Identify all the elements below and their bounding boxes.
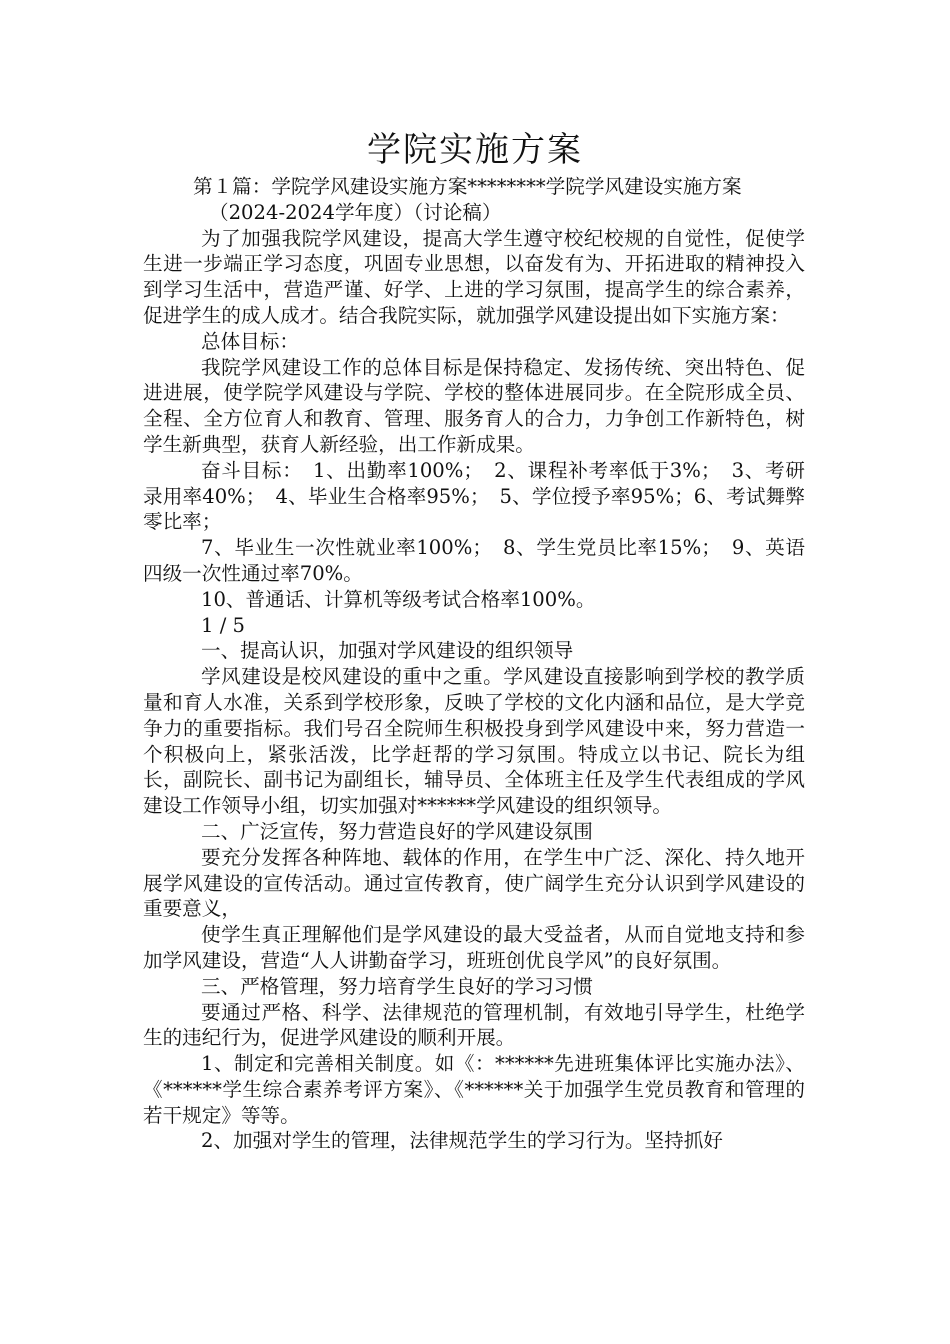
- paragraph-item-2: 2、加强对学生的管理，法律规范学生的学习行为。坚持抓好: [201, 1129, 723, 1153]
- section-heading-2: 二、广泛宣传，努力营造良好的学风建设氛围: [201, 819, 593, 843]
- paragraph-chapter-heading: 第１篇：学院学风建设实施方案********学院学风建设实施方案: [193, 175, 742, 198]
- paragraph-intro: 为了加强我院学风建设，提高大学生遵守校纪校规的自觉性，促使学生进一步端正学习态度，巩固专业思想，以奋发有为、开拓进取的精神投入到学习生活中，营造严谨、好学、上进的学习氛围，提高学生的综合素养，促进学生的成人成才。结合我院实际，就加强学风建设提出如下实施方案：: [143, 226, 805, 327]
- section-heading-3: 三、严格管理，努力培育学生良好的学习习惯: [201, 974, 593, 998]
- paragraph-overall-goal: 我院学风建设工作的总体目标是保持稳定、发扬传统、突出特色、促进进展，使学院学风建设与学院、学校的整体进展同步。在全院形成全员、全程、全方位育人和教育、管理、服务育人的合力，力争创工作新特色，树学生新典型，获育人新经验，出工作新成果。: [143, 355, 805, 456]
- paragraph-section-2a: 要充分发挥各种阵地、载体的作用，在学生中广泛、深化、持久地开展学风建设的宣传活动。通过宣传教育，使广阔学生充分认识到学风建设的重要意义，: [143, 845, 805, 921]
- paragraph-section-1: 学风建设是校风建设的重中之重。学风建设直接影响到学校的教学质量和育人水准，关系到学校形象，反映了学校的文化内涵和品位，是大学竞争力的重要指标。我们号召全院师生积极投身到学风建设中来，努力营造一个积极向上，紧张活泼，比学赶帮的学习氛围。特成立以书记、院长为组长，副院长、副书记为副组长，辅导员、全体班主任及学生代表组成的学风建设工作领导小组，切实加强对******学风建设的组织领导。: [143, 665, 805, 818]
- paragraph-targets-1: 奋斗目标： 1、出勤率100%； 2、课程补考率低于3%； 3、考研录用率40%； 4、毕业生合格率95%； 5、学位授予率95%；6、考试舞弊零比率；: [143, 458, 805, 534]
- paragraph-item-1: 1、制定和完善相关制度。如《：******先进班集体评比实施办法》、《******学生综合素养考评方案》、《******关于加强学生党员教育和管理的若干规定》等等。: [143, 1052, 805, 1127]
- document-body: [143, 174, 805, 1154]
- paragraph-section-3: 要通过严格、科学、法律规范的管理机制，有效地引导学生，杜绝学生的违纪行为，促进学风建设的顺利开展。: [143, 1000, 805, 1050]
- document-title: 学院实施方案: [367, 130, 583, 170]
- paragraph-overall-goal-heading: 总体目标：: [201, 329, 299, 353]
- paragraph-academic-year: （2024-2024学年度）（讨论稿）: [209, 200, 502, 224]
- paragraph-section-2b: 使学生真正理解他们是学风建设的最大受益者，从而自觉地支持和参加学风建设，营造“人人讲勤奋学习，班班创优良学风”的良好氛围。: [143, 923, 805, 972]
- section-heading-1: 一、提高认识，加强对学风建设的组织领导: [201, 639, 574, 663]
- paragraph-targets-3: 10、普通话、计算机等级考试合格率100%。: [201, 587, 596, 611]
- page-number: 1 / 5: [201, 613, 245, 637]
- paragraph-targets-2: 7、毕业生一次性就业率100%； 8、学生党员比率15%； 9、英语四级一次性通过率70%。: [143, 536, 805, 585]
